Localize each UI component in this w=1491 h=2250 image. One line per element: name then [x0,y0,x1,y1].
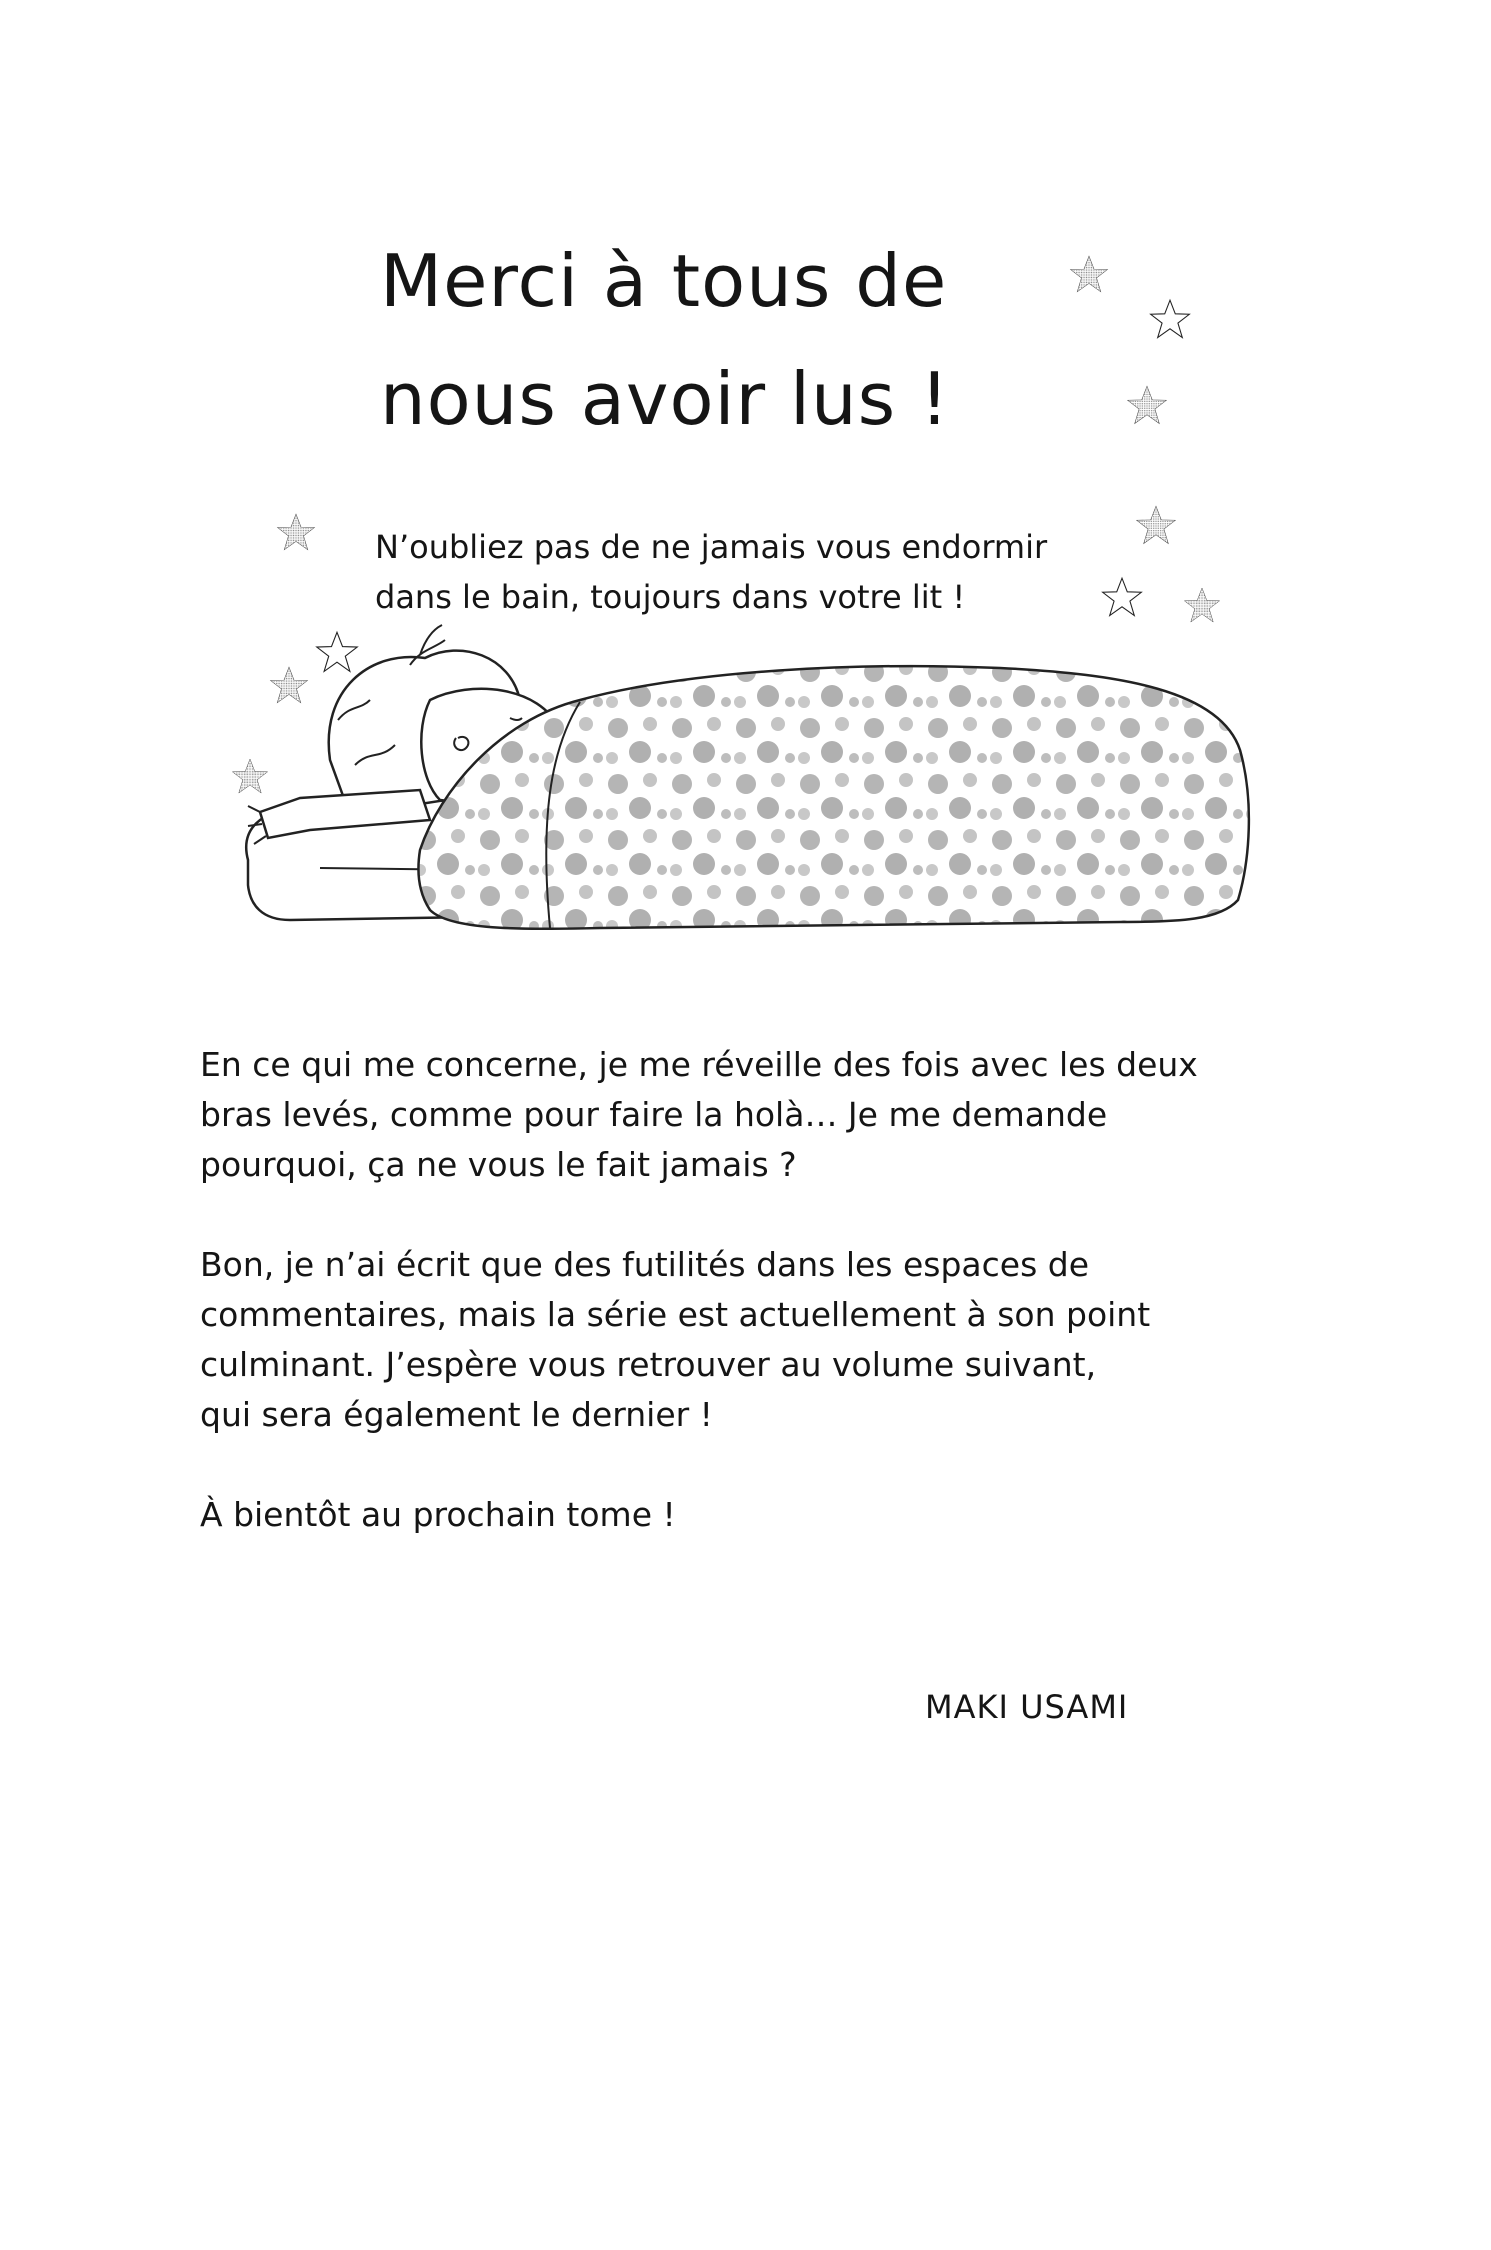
author-signature: MAKI USAMI [925,1688,1129,1726]
paragraph-3 [200,1490,1300,1540]
afterword-body [200,1040,1300,1590]
reminder-line-2: dans le bain, toujours dans votre lit ! [375,578,966,616]
title-line-2: nous avoir lus ! [380,357,950,441]
star-icon [1128,386,1167,423]
title-line-1: Merci à tous de [380,239,948,323]
reminder-line-1: N’oubliez pas de ne jamais vous endormir [375,528,1048,566]
paragraph-2 [200,1240,1300,1440]
paragraph-2-line-1: Bon, je n’ai écrit que des futilités dans les espaces de [200,1245,1090,1284]
paragraph-3-line-1: À bientôt au prochain tome ! [200,1495,676,1534]
paragraph-2-line-2: commentaires, mais la série est actuellement à son point [200,1295,1151,1334]
paragraph-1-line-3: pourquoi, ça ne vous le fait jamais ? [200,1145,797,1184]
paragraph-1-line-1: En ce qui me concerne, je me réveille des fois avec les deux [200,1045,1198,1084]
star-icon [1151,300,1190,337]
sleeping-person-in-bed-icon [220,490,1260,930]
paragraph-1-line-2: bras levés, comme pour faire la holà… Je me demande [200,1095,1108,1134]
page-title [380,222,1080,458]
paragraph-2-line-4: qui sera également le dernier ! [200,1395,713,1434]
paragraph-2-line-3: culminant. J’espère vous retrouver au volume suivant, [200,1345,1097,1384]
paragraph-1 [200,1040,1300,1190]
